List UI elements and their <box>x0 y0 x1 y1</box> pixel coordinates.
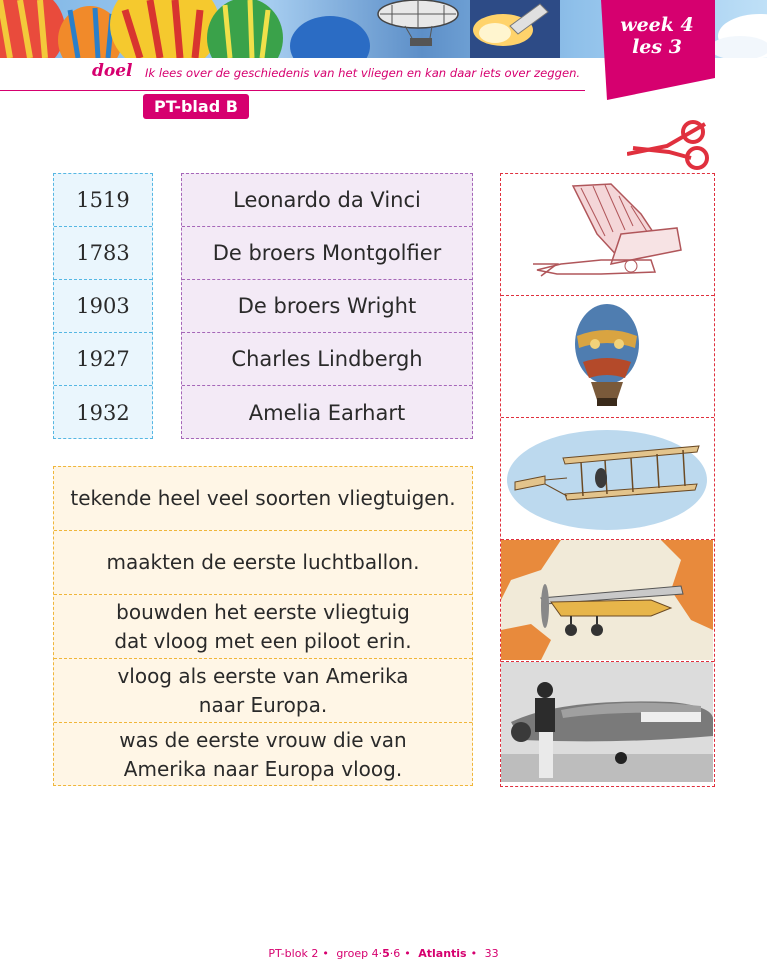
week-label: week 4 <box>620 14 694 36</box>
fact-line: naar Europa. <box>198 692 328 717</box>
name-card[interactable]: Leonardo da Vinci <box>182 174 472 227</box>
wright-flyer-icon <box>501 418 713 538</box>
footer-group-current: 5 <box>382 947 390 960</box>
goal-label: doel <box>92 61 133 81</box>
footer-page-number: 33 <box>484 947 499 960</box>
year-card[interactable]: 1932 <box>76 400 130 425</box>
week-lesson-label <box>605 14 709 58</box>
goal-text: Ik lees over de geschiedenis van het vliegen en kan daar iets over zeggen. <box>145 66 581 80</box>
spirit-of-st-louis-icon <box>501 540 713 660</box>
fact-card[interactable] <box>54 531 472 595</box>
year-card[interactable]: 1783 <box>54 227 152 280</box>
name-card[interactable]: Amelia Earhart <box>248 400 406 425</box>
name-card[interactable]: Charles Lindbergh <box>182 333 472 386</box>
goal-divider <box>0 90 585 91</box>
fact-line: vloog als eerste van Amerika <box>117 663 409 688</box>
montgolfier-balloon-icon <box>501 296 713 416</box>
fact-card[interactable] <box>54 659 472 723</box>
page-footer: PT-blok 2 • groep 4·5·6 • Atlantis • 33 <box>268 947 499 960</box>
footer-block: PT-blok 2 <box>268 947 319 960</box>
year-card[interactable]: 1903 <box>54 280 152 333</box>
facts-column <box>53 466 473 786</box>
picture-card-montgolfier-balloon[interactable] <box>501 296 714 418</box>
picture-card-spirit-of-st-louis[interactable] <box>501 540 714 662</box>
amelia-earhart-photo-icon <box>501 662 713 782</box>
name-card[interactable]: De broers Wright <box>182 280 472 333</box>
fact-card[interactable] <box>54 467 472 531</box>
fact-line: maakten de eerste luchtballon. <box>106 550 420 574</box>
years-column <box>53 173 153 439</box>
picture-card-amelia-earhart[interactable] <box>501 662 714 784</box>
names-column <box>181 173 473 439</box>
lesson-label: les 3 <box>632 36 682 58</box>
sheet-badge: PT-blad B <box>143 94 249 119</box>
scissors-icon <box>627 118 711 170</box>
fact-card[interactable] <box>54 723 472 787</box>
da-vinci-flying-machine-icon <box>501 174 713 294</box>
fact-line: bouwden het eerste vliegtuig <box>116 599 410 624</box>
year-card[interactable]: 1927 <box>54 333 152 386</box>
footer-method: Atlantis <box>418 947 467 960</box>
picture-card-da-vinci-machine[interactable] <box>501 174 714 296</box>
footer-group-suffix: 6 <box>393 947 401 960</box>
fact-card[interactable] <box>54 595 472 659</box>
fact-line: dat vloog met een piloot erin. <box>114 628 412 653</box>
fact-line: was de eerste vrouw die van <box>119 728 407 752</box>
fact-line: tekende heel veel soorten vliegtuigen. <box>70 486 456 510</box>
name-card[interactable]: De broers Montgolfier <box>182 227 472 280</box>
year-card[interactable]: 1519 <box>54 174 152 227</box>
footer-group-prefix: groep 4 <box>336 947 379 960</box>
picture-card-wright-flyer[interactable] <box>501 418 714 540</box>
fact-line: Amerika naar Europa vloog. <box>123 757 403 781</box>
pictures-column <box>500 173 715 787</box>
